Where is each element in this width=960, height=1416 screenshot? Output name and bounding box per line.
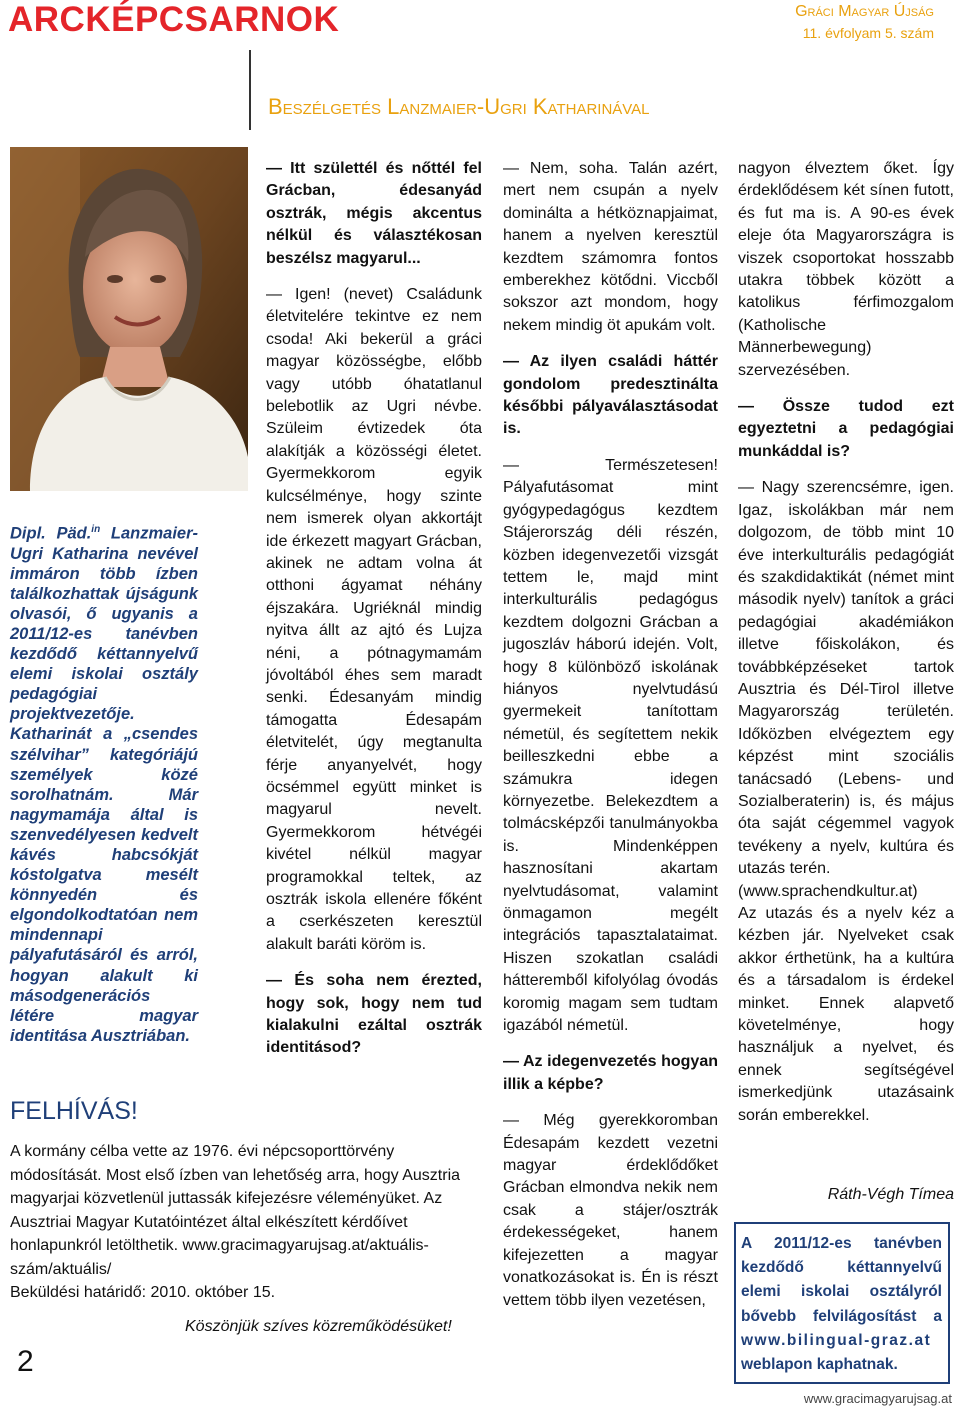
header-divider	[249, 50, 251, 130]
intro-caption: Dipl. Päd.$^{in}$ Lanzmaier-Ugri Katharina nevével immáron több ízben találkozhattak újságunk olvasói, ő ugyanis a 2011/12-es tanévben kezdődő kéttannyelvű elemi iskolai osztály pedagógiai projektvezetője. Katharinát a „csendes szélvihar” kategóriájú személyek közé sorolhatnám. Már nagymamája által is szenvedélyesen kedvelt kávés habcsókját kóstolgatva mesélt könnyedén és elgondolkodtatóan nem mindennapi pályafutásáról és arról, hogyan alakult ki másodgenerációs létére magyar identitása Ausztriában.	[10, 524, 198, 1045]
portrait-photo	[10, 147, 248, 491]
article-column-4	[738, 158, 954, 1127]
question-1: — Itt születtél és nőttél fel Grácban, édesanyád osztrák, mégis akcentus nélkül és választékosan beszélsz magyarul...	[266, 160, 482, 267]
answer-4: — Még gyerekkoromban Édesapám kezdett vezetni magyar érdeklődőket Grácban elmondva nekik nem csak a stájer/osztrák érdekességeket, hanem kifejezetten a magyar vonatkozásokat is. Én is részt vettem több ilyen vezetésen,	[503, 1112, 718, 1309]
call-deadline: Beküldési határidő: 2010. október 15.	[10, 1284, 276, 1301]
question-5: — Össze tudod ezt egyeztetni a pedagógiai munkáddal is?	[738, 398, 954, 460]
page-title: ARCKÉPCSARNOK	[8, 0, 340, 39]
question-2: — És soha nem érezted, hogy sok, hogy nem tud kialakulni ezáltal osztrák identitásod?	[266, 972, 482, 1057]
info-text: A 2011/12-es tanévben kezdődő kéttannyelvű elemi iskolai osztályról bővebb felvilágosítást a	[741, 1235, 942, 1325]
answer-5: — Nagy szerencsémre, igen. Igaz, iskolákban már nem dolgozom, de több mint 10 éve interkulturális pedagógiát és szakdidaktikát (német mint második nyelv) tanítok a gráci pedagógiai akadémiákon illetve főiskolákon, és továbbképzéseket tartok Ausztria és Dél-Tirol illetve Magyarország területén. Időközben elvégeztem egy képzést mint szociális tanácsadó (Lebens- und Sozialberaterin) is, és május óta saját cégemmel vagyok tevékeny a nyelv, kultúra és utazás terén.	[738, 479, 954, 878]
footer-url[interactable]: www.gracimagyarujsag.at	[803, 1391, 952, 1406]
info-box	[734, 1222, 950, 1384]
article-column-2	[266, 158, 482, 1060]
bilingual-link[interactable]: www.bilingual-graz.at	[741, 1331, 932, 1349]
info-tail: weblapon kaphatnak.	[741, 1356, 898, 1374]
answer-5-end: Az utazás és a nyelv kéz a kézben jár. Nyelveket csak akkor érthetünk, ha a kultúra és a társadalom is érdekel minket. Ennek alapvető követelménye, hogy használjuk a nyelvet, és ennek segítségével ismerkedjünk utazásaink során emberekkel.	[738, 905, 954, 1124]
thanks-note: Köszönjük szíves közreműködésüket!	[185, 1318, 452, 1335]
answer-4-continued: nagyon élveztem őket. Így érdeklődésem két sínen futott, és fut ma is. A 90-es évek eleje óta Magyarországra is viszek csoportokat hosszabb utakra többek között a katolikus férfimozgalom (Katholische Männerbewegung) szervezésében.	[738, 160, 954, 379]
company-url[interactable]: (www.sprachendkultur.at)	[738, 882, 918, 900]
page-number: 2	[17, 1345, 34, 1378]
answer-1: — Igen! (nevet) Családunk életvitelére tekintve ez nem csoda! Aki bekerül a gráci magyar közösségbe, előbb vagy utóbb óhatatlanul belebotlik az Ugri névbe. Szüleim évtizedek óta alakítják a közösségi életet. Gyermekkorom egyik kulcsélménye, hogy szinte nem ismerek olyan akkortájt ide érkezett magyart Grácban, akinek ne adtam volna át otthoni ágyamat néhány éjszakára. Ugriéknál mindig nyitva állt az ajtó és Lujza néni, a pótnagymamám jóvoltából éhes sem maradt senki. Édesanyám mindig támogatta Édesapám életvitelét, úgy megtanulta férje anyanyelvét, hogy öcsémmel együtt minket is magyarul nevelt. Gyermekkorom hétvégéi kivétel nélkül magyar programokkal teltek, az osztrák iskola ellenére főként a cserkészeten keresztül alakult baráti köröm is.	[266, 286, 482, 953]
call-title: FELHÍVÁS!	[10, 1097, 138, 1125]
answer-2: — Nem, soha. Talán azért, mert nem csupán a nyelv dominálta a hétköznapjaimat, hanem a nyelven keresztül kezdtem számomra fontos emberekhez kötődni. Viccből sokszor azt mondom, hogy nekem mindig öt apukám volt.	[503, 160, 718, 334]
issue-number: 11. évfolyam 5. szám	[802, 25, 934, 41]
newspaper-name: Gráci Magyar Újság	[795, 3, 934, 20]
question-3: — Az ilyen családi háttér gondolom predesztinálta későbbi pályaválasztásodat is.	[503, 353, 718, 438]
call-body: A kormány célba vette az 1976. évi népcsoporttörvény módosítását. Most első ízben van lehetőség arra, hogy Ausztria magyarjai közvetlenül juttassák kifejezésre véleményüket. Az Ausztriai Magyar Kutatóintézet által elkészített kérdőívet honlapunkról letölthetik. www.gracimagyarujsag.at/aktuális-szám/aktuális/	[10, 1143, 461, 1278]
answer-3: — Természetesen! Pályafutásomat mint gyógypedagógus kezdtem Stájerország déli részén, közben idegenvezetői vizsgát tettem le, majd mint interkulturális pedagógus kezdtem dolgozni Grácban a jugoszláv háború idején. Volt, hogy 8 különböző iskolának hiányos nyelvtudású gyermekeit tanítottam németül, és segítettem nekik beilleszkedni ebbe a számukra idegen környezetbe. Belekezdtem a tolmácsképzői tanulmányokba is. Mindenképpen hasznosítani akartam nyelvtudásomat, valamint önmagamon megélt integrációs tapasztalataimat. Hiszen szokatlan családi hátteremből kifolyólag óvodás koromig magam sem tudtam igazából németül.	[503, 456, 718, 1035]
interview-title: Beszélgetés Lanzmaier-Ugri Katharinával	[268, 94, 650, 119]
call-text	[10, 1140, 472, 1305]
question-4: — Az idegenvezetés hogyan illik a képbe?	[503, 1053, 718, 1093]
author-signature: Ráth-Végh Tímea	[827, 1186, 954, 1203]
article-column-3	[503, 158, 718, 1312]
